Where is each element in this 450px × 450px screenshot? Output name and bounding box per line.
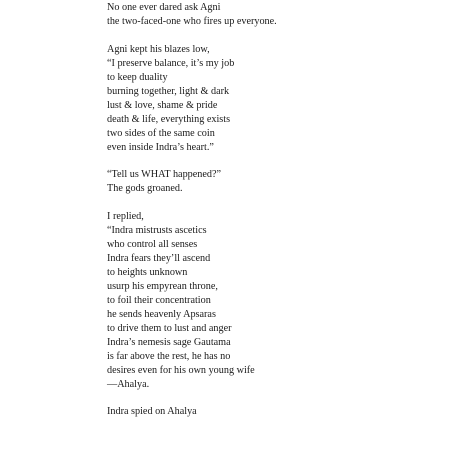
poem-line: “Tell us WHAT happened?” (107, 169, 222, 180)
poem-line: even inside Indra’s heart.” (107, 141, 214, 153)
poem-line: lust & love, shame & pride (107, 99, 218, 111)
poem-line: usurp his empyrean throne, (107, 280, 218, 292)
poem-line: to keep duality (107, 71, 168, 83)
poem-line: The gods groaned. (107, 183, 183, 194)
stanza-5 (107, 405, 437, 419)
poem-line: I replied, (107, 210, 144, 222)
poem-line: No one ever dared ask Agni (107, 2, 221, 13)
stanza-2 (107, 43, 437, 155)
poem-line: —Ahalya. (107, 378, 150, 390)
poem-line: Agni kept his blazes low, (107, 43, 210, 55)
poem-line: two sides of the same coin (107, 127, 215, 139)
poem-line: Indra’s nemesis sage Gautama (107, 336, 231, 348)
stanza-3 (107, 168, 437, 196)
poem-line: to drive them to lust and anger (107, 322, 232, 334)
poem-text (107, 0, 437, 419)
poem-line: desires even for his own young wife (107, 364, 255, 376)
poem-line: “I preserve balance, it’s my job (107, 57, 235, 69)
poem-line: Indra spied on Ahalya (107, 406, 197, 417)
poem-line: he sends heavenly Apsaras (107, 308, 216, 320)
poem-line: to heights unknown (107, 266, 188, 278)
poem-line: is far above the rest, he has no (107, 350, 231, 362)
poem-line: burning together, light & dark (107, 85, 230, 97)
poem-line: to foil their concentration (107, 294, 211, 306)
stanza-4 (107, 210, 437, 392)
poem-line: who control all senses (107, 238, 198, 250)
poem-line: death & life, everything exists (107, 113, 231, 125)
poem-line: Indra fears they’ll ascend (107, 252, 211, 264)
stanza-1 (107, 1, 437, 29)
poem-line: “Indra mistrusts ascetics (107, 224, 207, 236)
poem-line: the two-faced-one who fires up everyone. (107, 16, 277, 27)
